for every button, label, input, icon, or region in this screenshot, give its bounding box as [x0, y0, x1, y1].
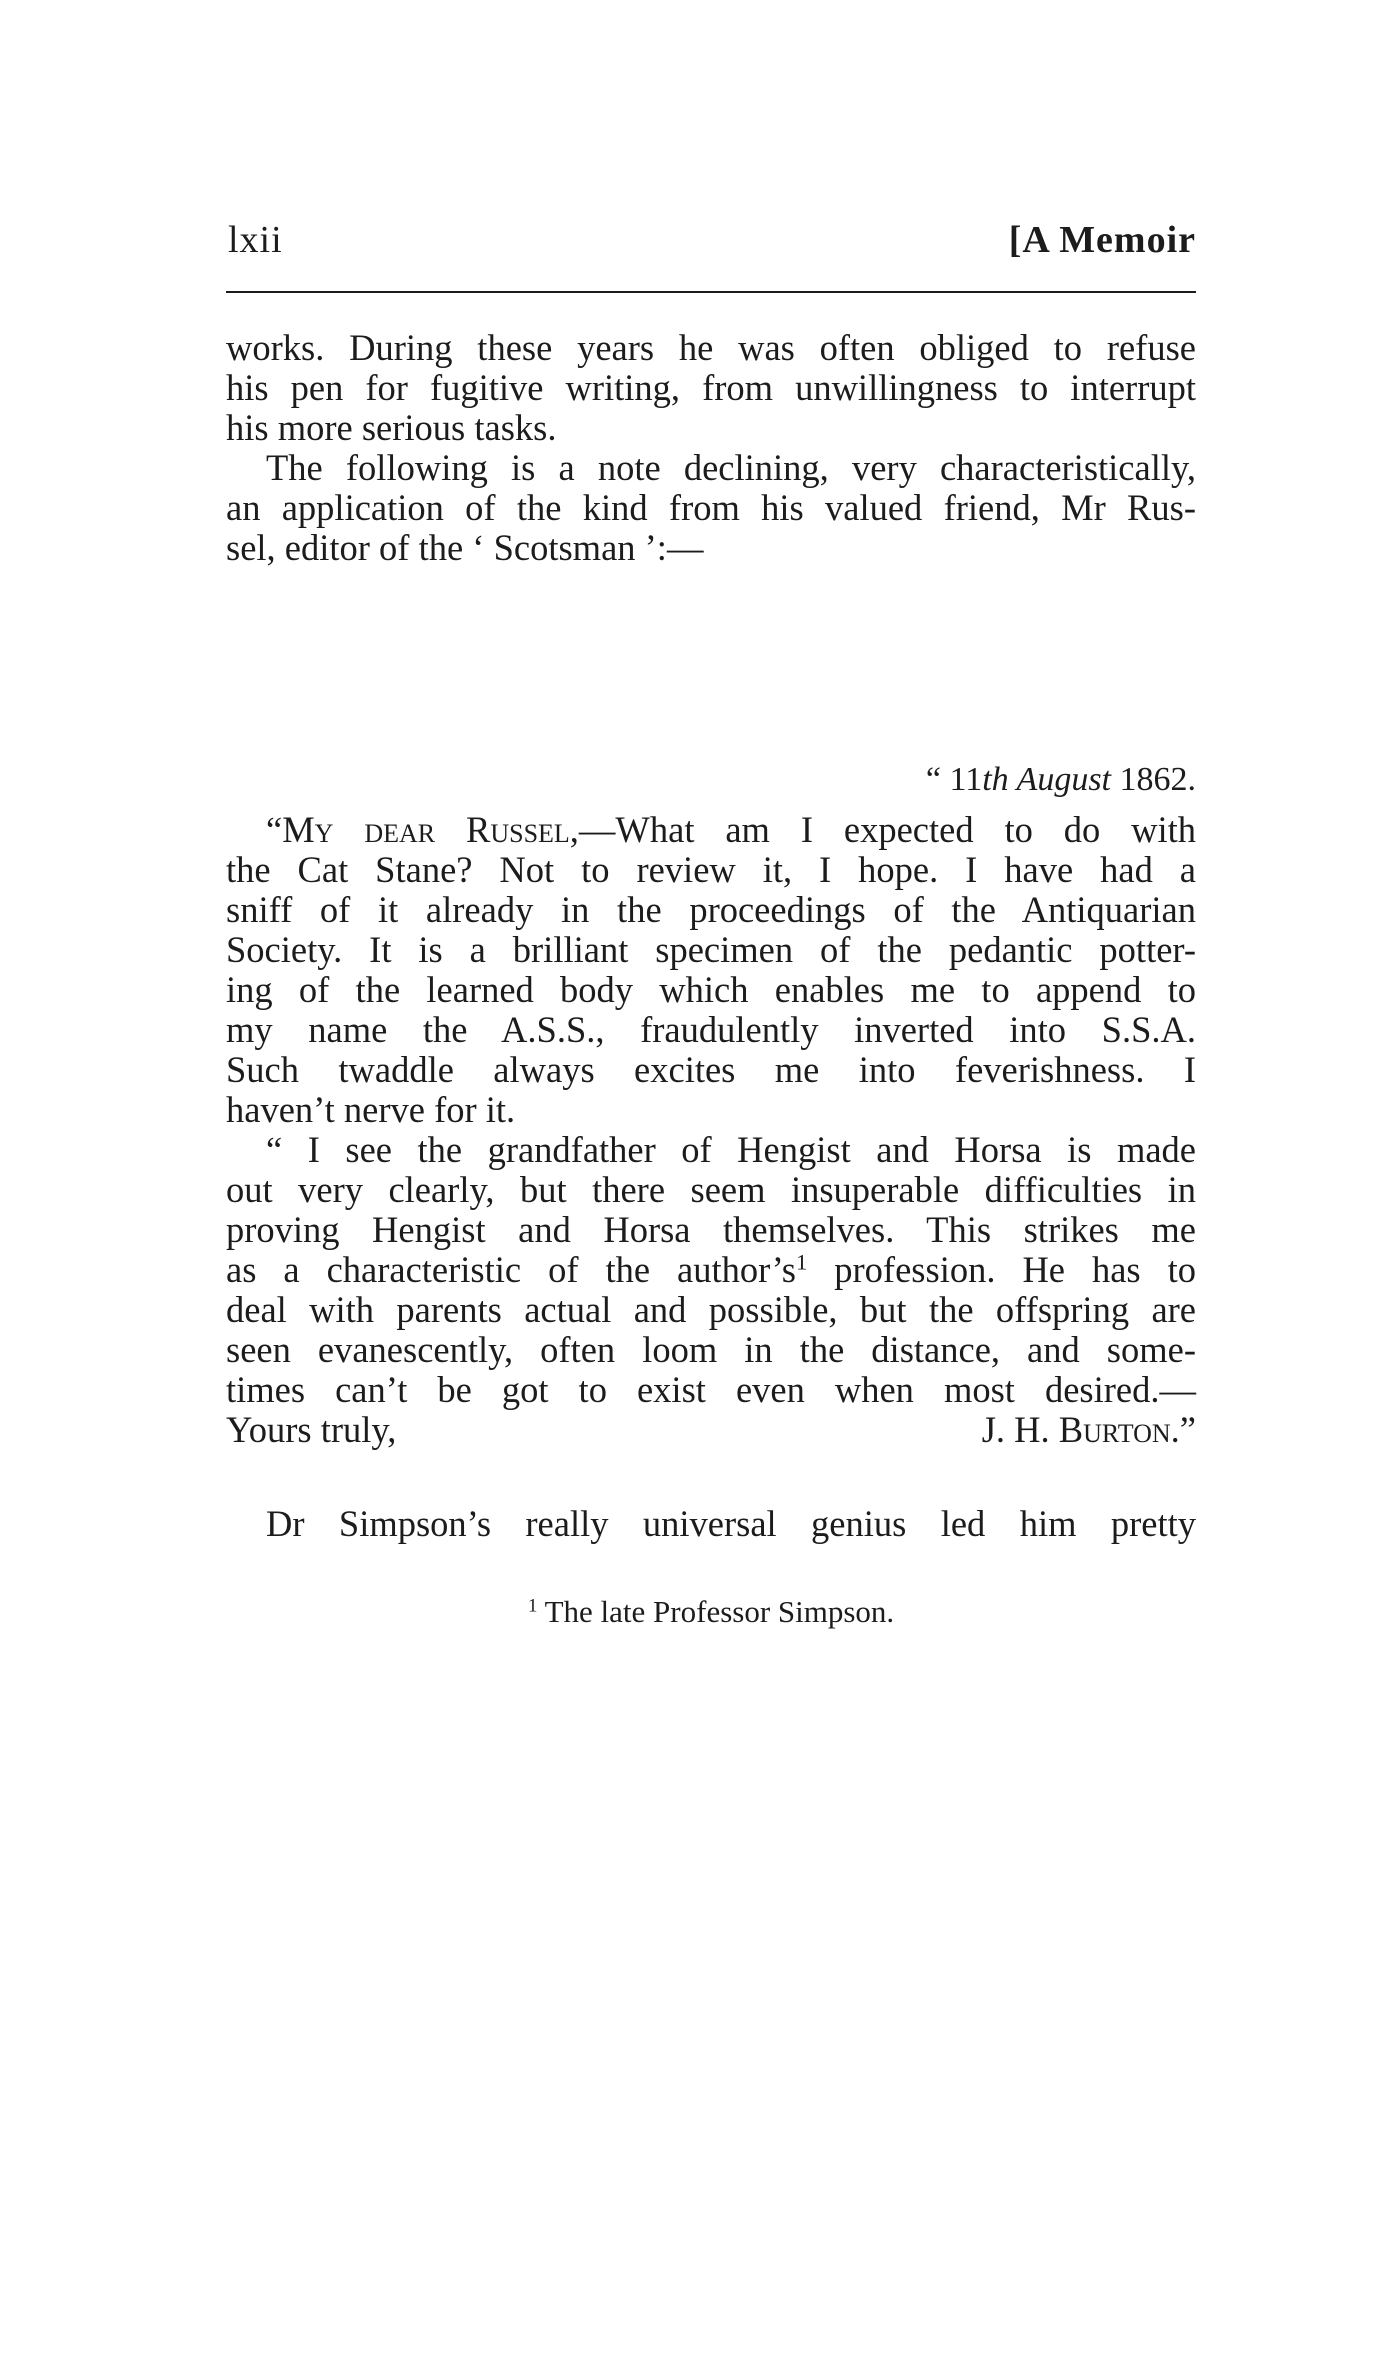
- text-line: seen evanescently, often loom in the distance, and some-: [226, 1329, 1196, 1370]
- text-line: his pen for fugitive writing, from unwillingness to interrupt: [226, 367, 1196, 408]
- text-line: Dr Simpson’s really universal genius led him pretty: [266, 1503, 1196, 1544]
- dateline-italic: th August: [982, 761, 1111, 798]
- signature-end: .”: [1170, 1409, 1196, 1450]
- text-line: proving Hengist and Horsa themselves. This strikes me: [226, 1209, 1196, 1250]
- footnote-mark: 1: [527, 1595, 538, 1617]
- text-line: the Cat Stane? Not to review it, I hope. I have had a: [226, 849, 1196, 890]
- text-after-footnote: profession. He has to: [807, 1249, 1197, 1290]
- letter-signature: [982, 1408, 1196, 1452]
- running-head: [A Memoir: [1008, 219, 1196, 261]
- footnote-reference[interactable]: 1: [795, 1249, 808, 1275]
- signature-initials: J. H. B: [981, 1409, 1084, 1450]
- text-line: Society. It is a brilliant specimen of the pedantic potter-: [226, 929, 1196, 970]
- letter-closing: Yours truly,: [226, 1409, 397, 1450]
- text-line: works. During these years he was often obliged to refuse: [226, 327, 1196, 368]
- text-line: The following is a note declining, very characteristically,: [266, 447, 1196, 488]
- text-line: sel, editor of the ‘ Scotsman ’:—: [226, 527, 704, 568]
- text-line: haven’t nerve for it.: [226, 1089, 516, 1130]
- text-line: ing of the learned body which enables me to append to: [226, 969, 1196, 1010]
- signature-surname: urton: [1083, 1409, 1171, 1450]
- salutation-name: y dear Russel: [314, 809, 570, 850]
- text-line: my name the A.S.S., fraudulently inverted into S.S.A.: [226, 1009, 1196, 1050]
- text-line: sniff of it already in the proceedings of the Antiquarian: [226, 889, 1196, 930]
- header-rule: [226, 291, 1196, 293]
- letter-dateline: [226, 758, 1196, 802]
- text-line: [226, 1248, 1196, 1292]
- footnote: [226, 1592, 1196, 1632]
- page-header: [226, 210, 1196, 270]
- salutation-open: “M: [266, 809, 315, 850]
- text-before-footnote: as a characteristic of the author’s: [226, 1249, 796, 1290]
- text-line: Such twaddle always excites me into feverishness. I: [226, 1049, 1196, 1090]
- footnote-text: The late Professor Simpson.: [537, 1594, 895, 1629]
- text-line: “ I see the grandfather of Hengist and Horsa is made: [266, 1129, 1196, 1170]
- salutation-rest: ,—What am I expected to do with: [569, 809, 1197, 850]
- dateline-open: “ 11: [925, 761, 983, 798]
- page-number: lxii: [228, 219, 283, 261]
- text-line: out very clearly, but there seem insuperable difficulties in: [226, 1169, 1196, 1210]
- dateline-year: 1862.: [1119, 761, 1196, 798]
- text-line: his more serious tasks.: [226, 407, 557, 448]
- letter-salutation: [266, 808, 1196, 852]
- letter-signoff: [226, 1408, 1196, 1452]
- text-line: deal with parents actual and possible, but the offspring are: [226, 1289, 1196, 1330]
- text-line: an application of the kind from his valued friend, Mr Rus-: [226, 487, 1196, 528]
- text-line: times can’t be got to exist even when most desired.—: [226, 1369, 1196, 1410]
